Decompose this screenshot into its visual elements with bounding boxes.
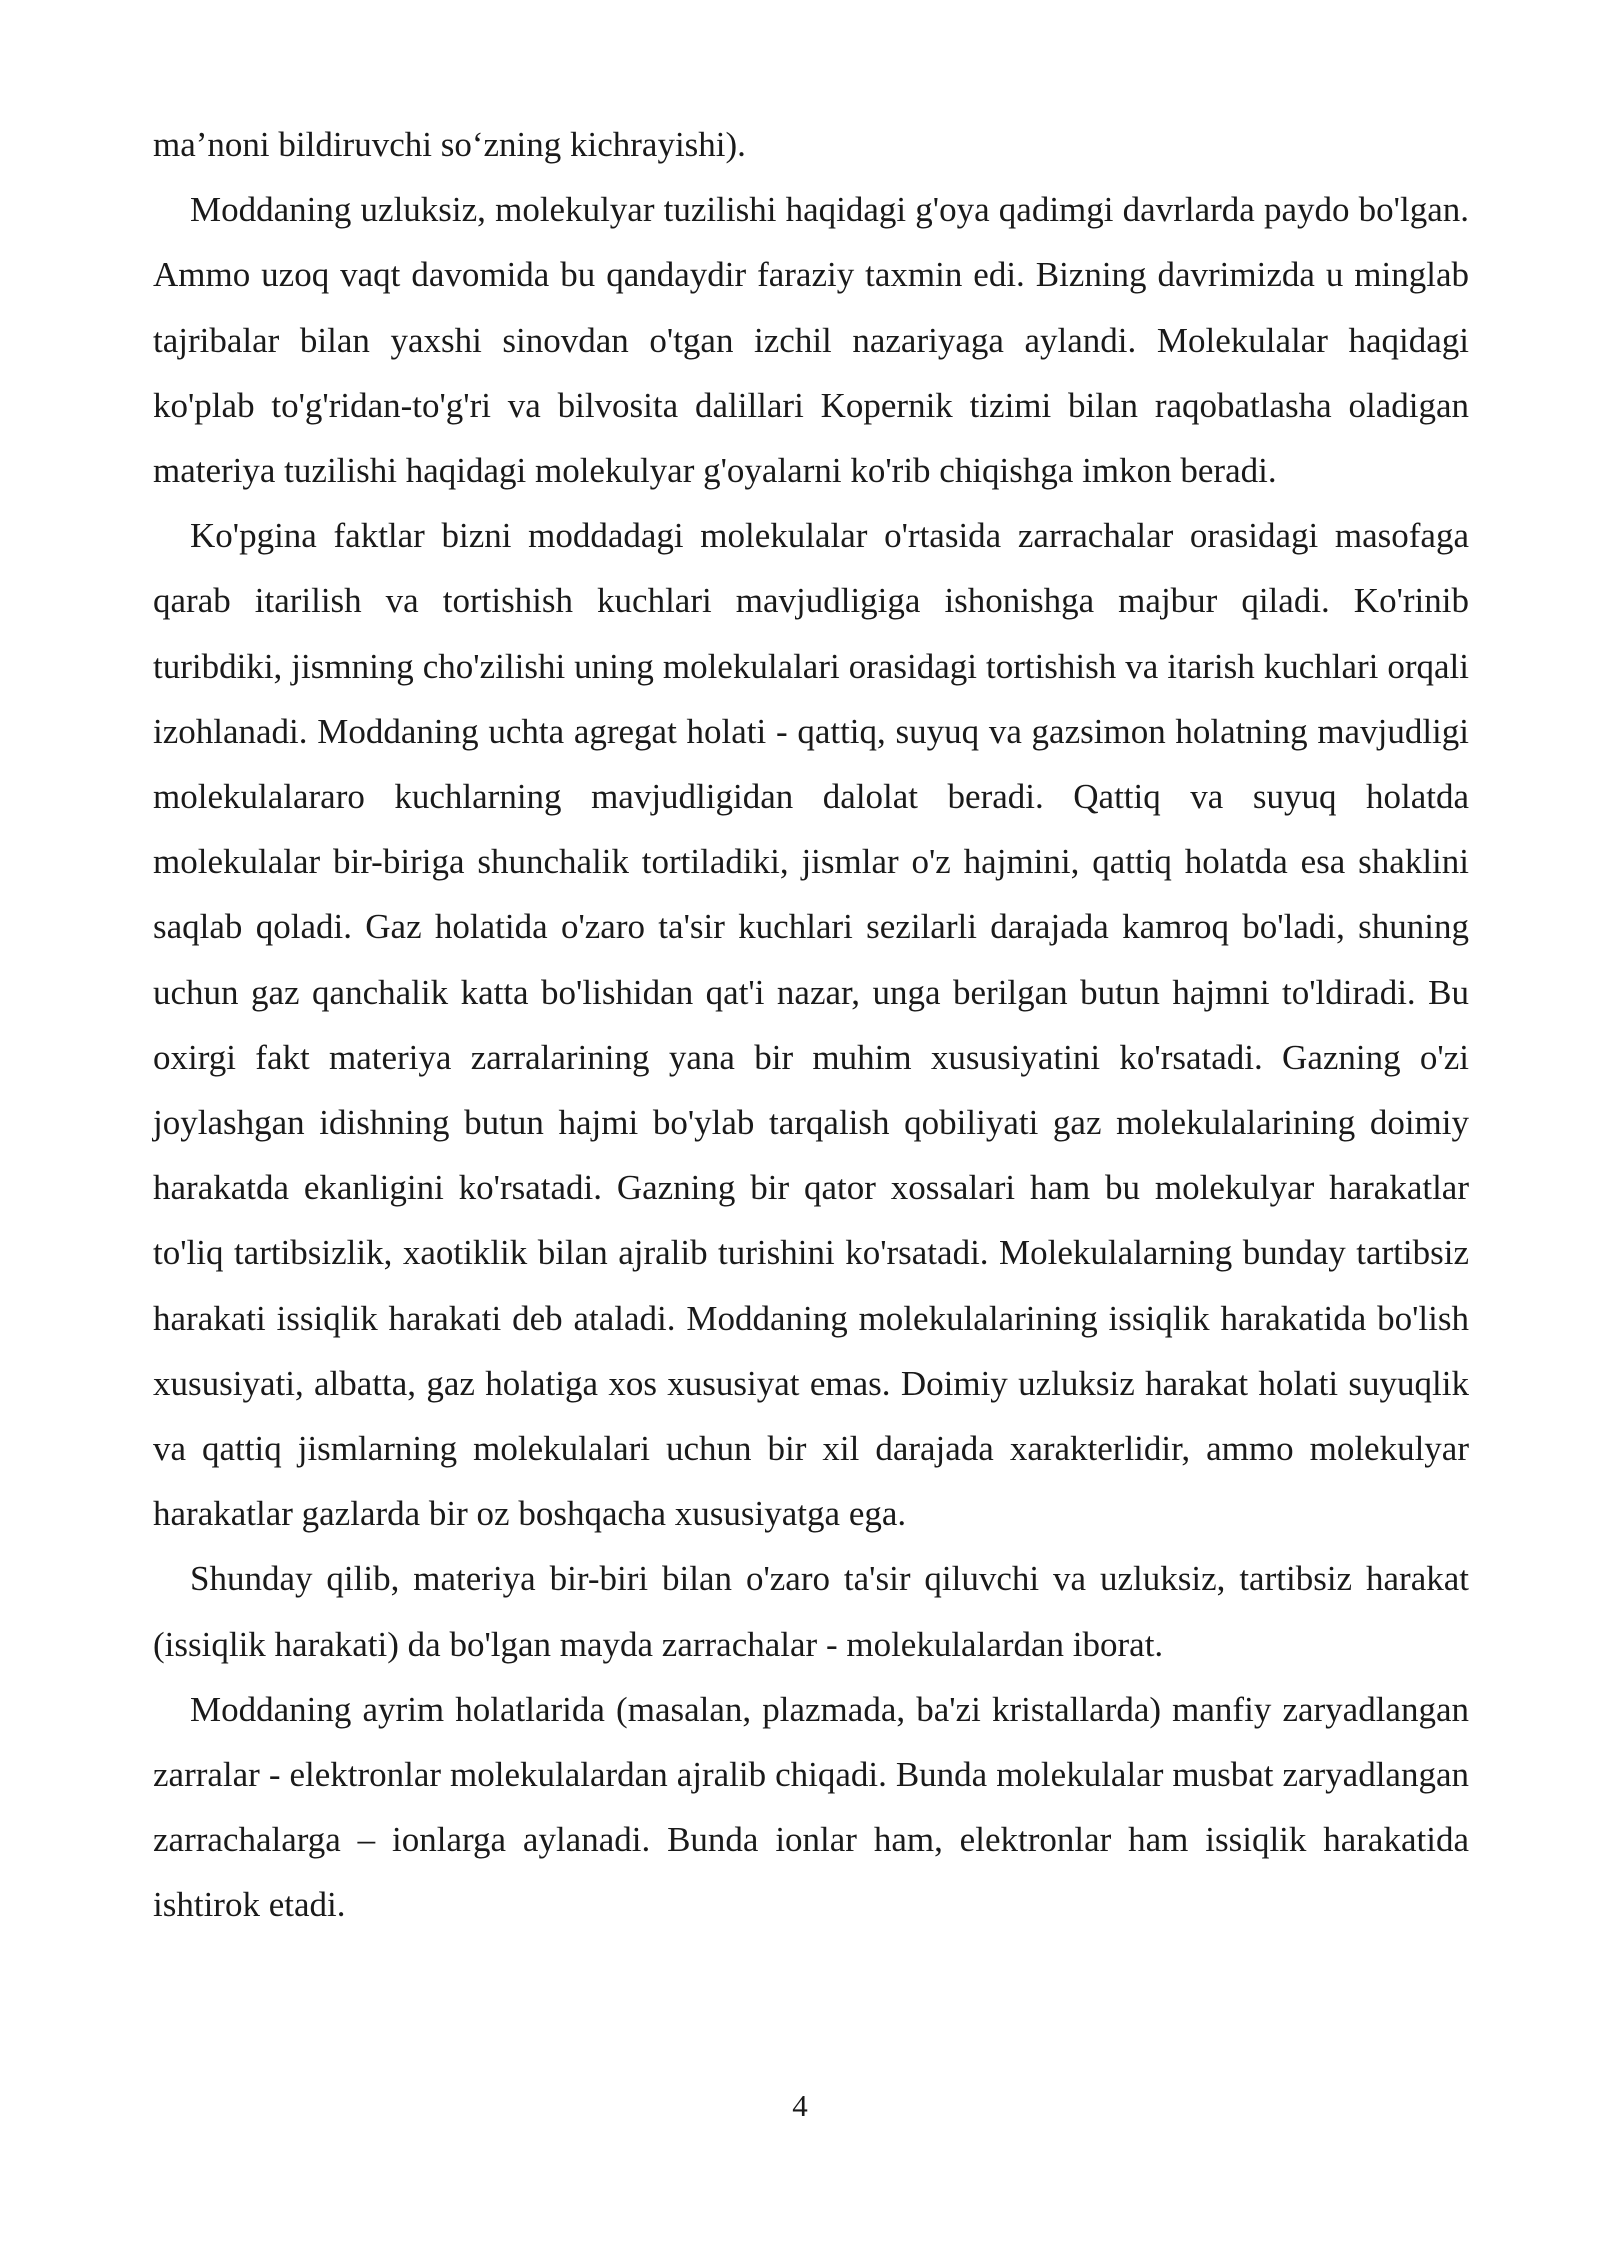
paragraph-plasma-ions: Moddaning ayrim holatlarida (masalan, plazmada, ba'zi kristallarda) manfiy zaryadlangan zarralar - elektronlar molekulalardan ajralib chiqadi. Bunda molekulalar musbat zaryadlangan zarrachalarga – ionlarga aylanadi. Bunda ionlar ham, elektronlar ham issiqlik harakatida ishtirok etadi. (153, 1689, 1469, 1925)
paragraph-molecular-idea: Moddaning uzluksiz, molekulyar tuzilishi haqidagi g'oya qadimgi davrlarda paydo bo'lgan. Ammo uzoq vaqt davomida bu qandaydir faraziy taxmin edi. Bizning davrimizda u minglab tajribalar bilan yaxshi sinovdan o'tgan izchil nazariyaga aylandi. Molekulalar haqidagi ko'plab to'g'ridan-to'g'ri va bilvosita dalillari Kopernik tizimi bilan raqobatlasha oladigan materiya tuzilishi haqidagi molekulyar g'oyalarni ko'rib chiqishga imkon beradi. (153, 190, 1469, 491)
document-body (153, 112, 1469, 1938)
page-number: 4 (792, 2088, 808, 2123)
paragraph-continuation: ma’noni bildiruvchi so‘zning kichrayishi). (153, 125, 746, 164)
paragraph-summary: Shunday qilib, materiya bir-biri bilan o'zaro ta'sir qiluvchi va uzluksiz, tartibsiz harakat (issiqlik harakati) da bo'lgan mayda zarrachalar - molekulalardan iborat. (153, 1559, 1469, 1664)
paragraph-intermolecular-forces: Ko'pgina faktlar bizni moddadagi molekulalar o'rtasida zarrachalar orasidagi masofaga qarab itarilish va tortishish kuchlari mavjudligiga ishonishga majbur qiladi. Ko'rinib turibdiki, jismning cho'zilishi uning molekulalari orasidagi tortishish va itarish kuchlari orqali izohlanadi. Moddaning uchta agregat holati - qattiq, suyuq va gazsimon holatning mavjudligi molekulalararo kuchlarning mavjudligidan dalolat beradi. Qattiq va suyuq holatda molekulalar bir-biriga shunchalik tortiladiki, jismlar o'z hajmini, qattiq holatda esa shaklini saqlab qoladi. Gaz holatida o'zaro ta'sir kuchlari sezilarli darajada kamroq bo'ladi, shuning uchun gaz qanchalik katta bo'lishidan qat'i nazar, unga berilgan butun hajmni to'ldiradi. Bu oxirgi fakt materiya zarralarining yana bir muhim xususiyatini ko'rsatadi. Gazning o'zi joylashgan idishning butun hajmi bo'ylab tarqalish qobiliyati gaz molekulalarining doimiy harakatda ekanligini ko'rsatadi. Gazning bir qator xossalari ham bu molekulyar harakatlar to'liq tartibsizlik, xaotiklik bilan ajralib turishini ko'rsatadi. Molekulalarning bunday tartibsiz harakati issiqlik harakati deb ataladi. Moddaning molekulalarining issiqlik harakatida bo'lish xususiyati, albatta, gaz holatiga xos xususiyat emas. Doimiy uzluksiz harakat holati suyuqlik va qattiq jismlarning molekulalari uchun bir xil darajada xarakterlidir, ammo molekulyar harakatlar gazlarda bir oz boshqacha xususiyatga ega. (153, 516, 1469, 1534)
